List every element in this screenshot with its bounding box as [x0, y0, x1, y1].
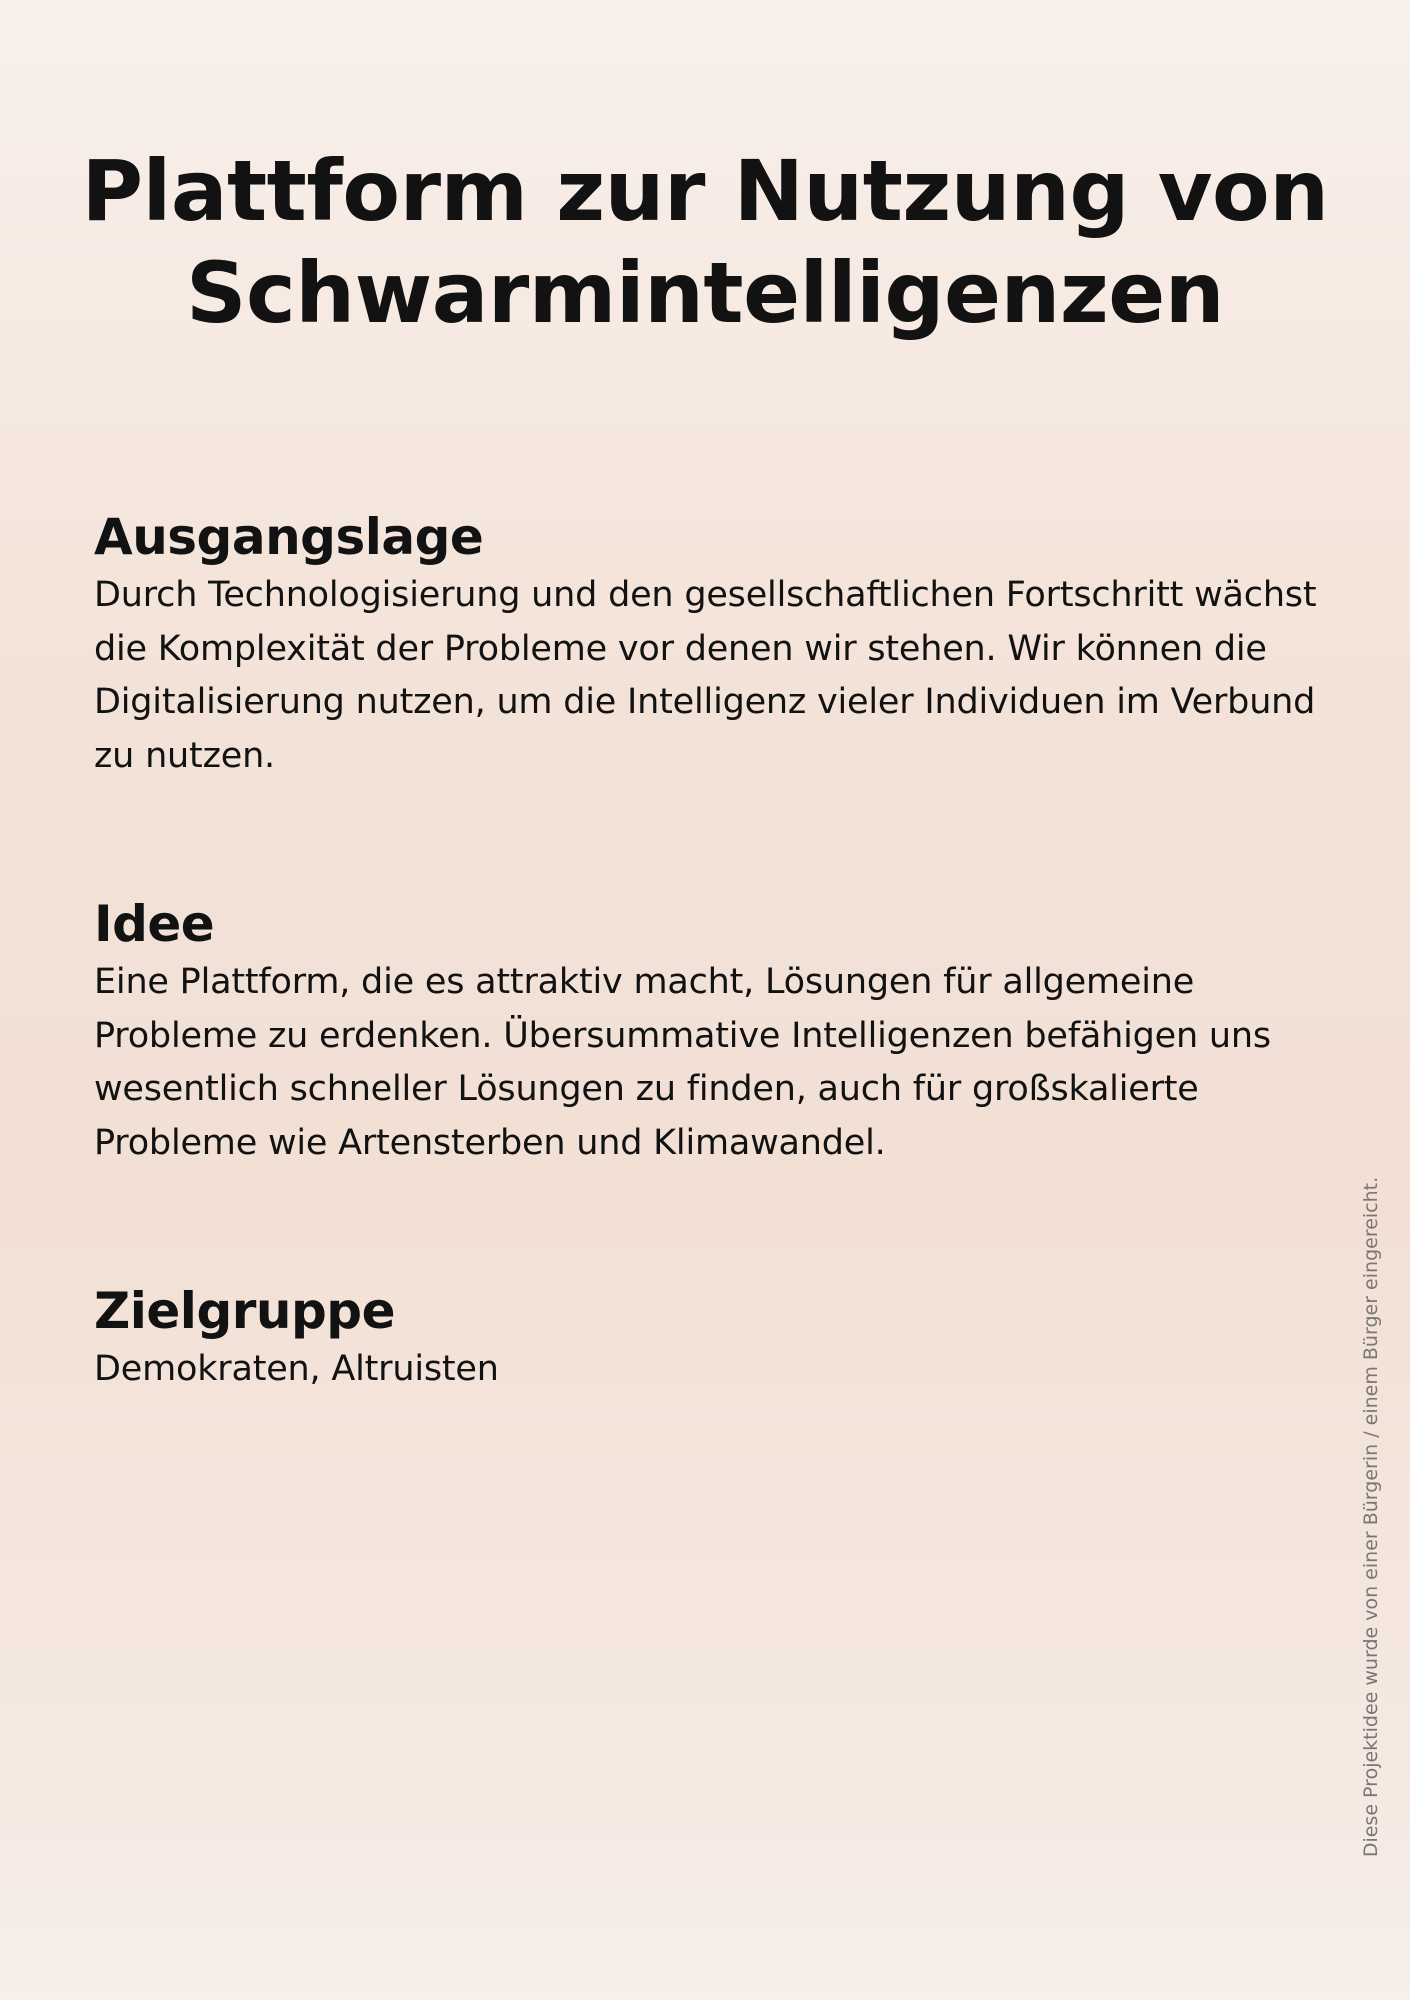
- section-body-ausgangslage: Durch Technologisierung und den gesellschaftlichen Fortschritt wächst die Komplexität der Probleme vor denen wir stehen. Wir können die Digitalisierung nutzen, um die Intelligenz vieler Individuen im Verbund zu nutzen.: [94, 575, 1317, 776]
- section-heading-ausgangslage: Ausgangslage: [94, 508, 484, 566]
- section-zielgruppe: [94, 1279, 1324, 1397]
- section-heading-idee: Idee: [94, 895, 215, 953]
- section-body-idee: Eine Plattform, die es attraktiv macht, Lösungen für allgemeine Probleme zu erdenken. Übersummative Intelligenzen befähigen uns wesentlich schneller Lösungen zu finden, auch für großskalierte Probleme wie Artensterben und Klimawandel.: [94, 962, 1271, 1163]
- section-heading-zielgruppe: Zielgruppe: [94, 1282, 395, 1340]
- section-ausgangslage: [94, 505, 1324, 783]
- page-title: Plattform zur Nutzung von Schwarmintelligenzen: [81, 142, 1329, 342]
- submission-note: Diese Projektidee wurde von einer Bürgerin / einem Bürger eingereicht.: [1360, 1176, 1382, 1858]
- section-body-zielgruppe: Demokraten, Altruisten: [94, 1349, 499, 1389]
- section-idee: [94, 892, 1324, 1170]
